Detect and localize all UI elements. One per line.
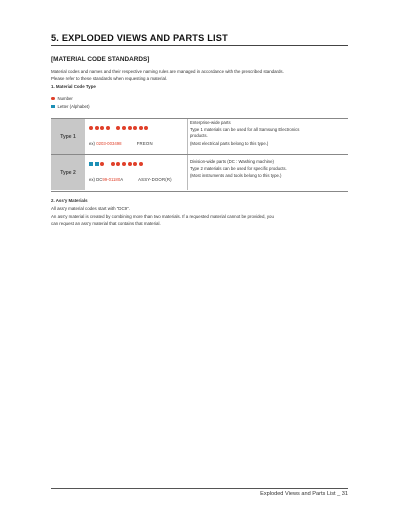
number-marker-icon [106, 126, 110, 130]
example-name: ASSY-DOOR(R) [138, 177, 172, 182]
type-cell: Type 2 [51, 155, 85, 190]
table-row [51, 155, 348, 190]
description-cell [190, 119, 348, 154]
description-line: Division-wide parts (DC : Washing machine) [190, 159, 274, 164]
description-line: products. [190, 133, 208, 138]
example-suffix: A [120, 177, 123, 182]
section-title: 5. EXPLODED VIEWS AND PARTS LIST [51, 33, 228, 43]
title-rule [51, 45, 348, 46]
code-pattern [89, 162, 144, 166]
code-cell [85, 155, 188, 190]
example-code: 0203-003498 [96, 141, 122, 146]
item2-line-1: All ass'y material codes start with "DC9". [51, 206, 130, 211]
number-marker-icon [111, 162, 115, 166]
type-cell: Type 1 [51, 119, 85, 154]
letter-marker-icon [95, 162, 99, 166]
item2-line-2: An ass'y material is created by combining more than two materials. If a requested material cannot be provided, you [51, 214, 274, 219]
number-marker-icon [133, 126, 137, 130]
footer-rule [51, 488, 348, 489]
number-marker-icon [89, 126, 93, 130]
legend-number [51, 96, 73, 101]
number-marker-icon [139, 162, 143, 166]
description-line: (Most electrical parts belong to this type.) [190, 141, 269, 146]
description-line: Type 1 materials can be used for all Samsung Electronics [190, 127, 300, 132]
intro-line-2: Please refer to these standards when requesting a material. [51, 76, 168, 81]
number-marker-icon [116, 126, 120, 130]
intro-line-1: Material codes and names and their respective naming rules are managed in accordance with the prescribed standards. [51, 69, 284, 74]
number-marker-icon [122, 162, 126, 166]
number-marker-icon [139, 126, 143, 130]
number-marker-icon [100, 126, 104, 130]
number-marker-icon [95, 126, 99, 130]
code-pattern [89, 126, 150, 130]
table-row [51, 119, 348, 155]
code-cell [85, 119, 188, 154]
number-marker-icon [116, 162, 120, 166]
letter-marker-icon [89, 162, 93, 166]
item2-line-3: can request an ass'y material that contains that material. [51, 221, 161, 226]
legend-letter [51, 104, 90, 109]
code-type-table [51, 118, 348, 192]
example-prefix: ex) DC [89, 177, 103, 182]
description-line: (Most instruments and tools belong to this type.) [190, 173, 282, 178]
subsection-title: [MATERIAL CODE STANDARDS] [51, 56, 150, 63]
description-line: Enterprise-wide parts [190, 120, 231, 125]
number-marker-icon [128, 162, 132, 166]
number-marker-icon [51, 97, 55, 101]
description-cell [190, 155, 348, 190]
number-marker-icon [144, 126, 148, 130]
number-marker-icon [133, 162, 137, 166]
description-line: Type 2 materials can be used for specific products. [190, 166, 287, 171]
item1-title: 1. Material Code Type [51, 84, 96, 89]
number-marker-icon [100, 162, 104, 166]
letter-marker-icon [51, 105, 55, 109]
page-footer: Exploded Views and Parts List _ 31 [260, 491, 348, 497]
number-marker-icon [128, 126, 132, 130]
example-prefix: ex) [89, 141, 95, 146]
code-example [89, 141, 153, 146]
number-marker-icon [122, 126, 126, 130]
legend-letter-label: Letter (Alphabet) [57, 104, 90, 109]
example-code: 99-01180 [102, 177, 121, 182]
code-example [89, 177, 172, 182]
legend-number-label: Number [57, 96, 73, 101]
example-name: FREON [136, 141, 153, 146]
item2-title: 2. Ass'y Materials [51, 198, 88, 203]
